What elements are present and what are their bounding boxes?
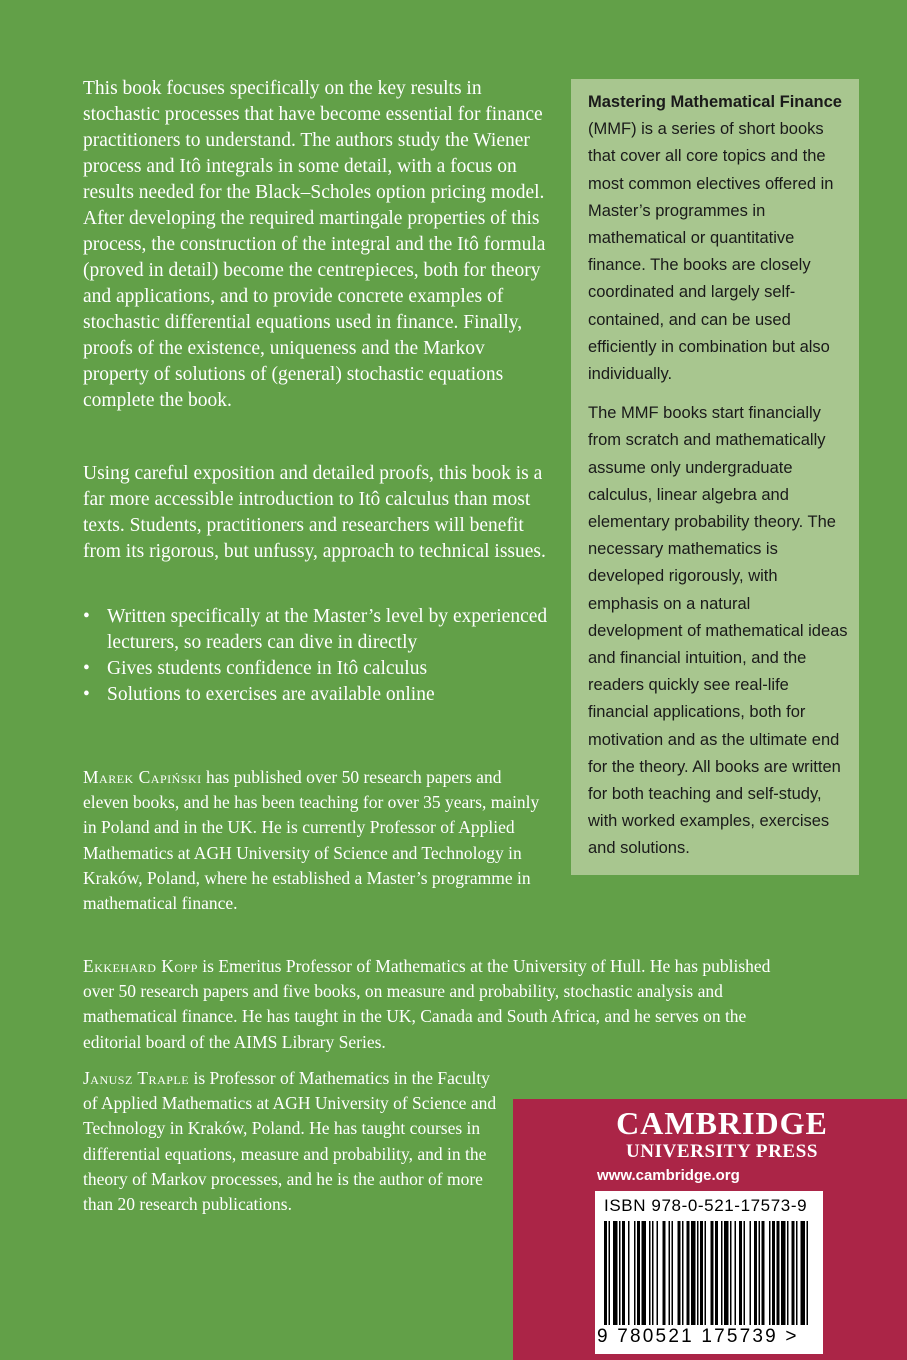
barcode-bar: [691, 1221, 696, 1325]
author-bio-capinski: [83, 765, 543, 916]
isbn-label: ISBN 978-0-521-17573-9: [604, 1196, 808, 1215]
barcode-bar: [649, 1221, 651, 1325]
barcode-bar: [663, 1221, 666, 1325]
feature-bullet: [83, 604, 553, 656]
barcode-bar: [678, 1221, 681, 1325]
series-name: Mastering Mathematical Finance: [588, 93, 842, 111]
barcode-bar: [622, 1221, 625, 1325]
barcode-bar: [682, 1221, 684, 1325]
publisher-website: www.cambridge.org: [597, 1167, 740, 1184]
barcode-bar: [628, 1221, 630, 1325]
publisher-block: [513, 1099, 907, 1360]
barcode-bar: [796, 1221, 798, 1325]
barcode-bar: [613, 1221, 618, 1325]
barcode-bar: [604, 1221, 607, 1325]
barcode-bar: [759, 1221, 761, 1325]
barcode-bar: [787, 1221, 789, 1325]
barcode-bar: [634, 1221, 636, 1325]
barcode-bar: [724, 1221, 729, 1325]
barcode-bar: [715, 1221, 718, 1325]
author-bio-text: is Professor of Mathematics in the Faculty of Applied Mathematics at AGH University of Science and Technology in Kraków, Poland. He has taught courses in differential equations, measure and probability, and in the theory of Markov processes, and he is the author of more than 20 research publications.: [83, 1068, 497, 1215]
barcode-bar: [769, 1221, 771, 1325]
barcode-bar: [687, 1221, 690, 1325]
barcode-bar: [777, 1221, 780, 1325]
feature-bullet: [83, 682, 553, 708]
bullet-icon: •: [83, 684, 90, 705]
author-bio-kopp: [83, 954, 803, 1055]
series-paragraph-1-text: (MMF) is a series of short books that cover all core topics and the most common electives offered in Master’s programmes in mathematical or quantitative finance. The books are closely coordinated and largely self-contained, and can be used efficiently in combination but also individually.: [588, 120, 834, 384]
barcode-bar: [669, 1221, 671, 1325]
barcode-bar: [619, 1221, 621, 1325]
publisher-name: CAMBRIDGE: [616, 1105, 828, 1141]
barcode-panel: [595, 1191, 823, 1354]
feature-bullet-text: Gives students confidence in Itô calculus: [107, 658, 428, 679]
barcode-bar: [700, 1221, 703, 1325]
feature-bullet: [83, 656, 553, 682]
barcode-bar: [750, 1221, 752, 1325]
barcode-bar: [711, 1221, 714, 1325]
barcode-bar: [792, 1221, 795, 1325]
barcode-bar: [721, 1221, 723, 1325]
barcode-bar: [739, 1221, 742, 1325]
publisher-subtitle: UNIVERSITY PRESS: [625, 1141, 819, 1162]
barcode-bar: [705, 1221, 707, 1325]
description-paragraph-1: This book focuses specifically on the key results in stochastic processes that have become essential for finance practitioners to understand. The authors study the Wiener process and Itô integrals in some detail, with a focus on results needed for the Black–Scholes option pricing model. After developing the required martingale properties of this process, the construction of the integral and the Itô formula (proved in detail) become the centrepieces, both for theory and applications, and to provide concrete examples of stochastic differential equations used in finance. Finally, proofs of the existence, uniqueness and the Markov property of solutions of (general) stochastic equations complete the book.: [83, 78, 546, 411]
barcode-bar: [807, 1221, 809, 1325]
feature-bullet-text: Written specifically at the Master’s level by experienced lecturers, so readers can dive in directly: [107, 606, 548, 653]
barcode-digits: 9 780521 175739 >: [597, 1326, 799, 1347]
barcode-bar: [772, 1221, 775, 1325]
barcode-bar: [697, 1221, 699, 1325]
barcode-bar: [652, 1221, 654, 1325]
author-bio-traple: [83, 1066, 503, 1217]
author-name: Ekkehard Kopp: [83, 956, 198, 976]
series-info-box: [571, 79, 859, 875]
feature-bullet-list: [83, 604, 553, 708]
barcode-bar: [672, 1221, 674, 1325]
barcode-bar: [754, 1221, 757, 1325]
bullet-icon: •: [83, 606, 90, 627]
feature-bullet-text: Solutions to exercises are available online: [107, 684, 435, 705]
barcode-bar: [642, 1221, 647, 1325]
author-bio-text: has published over 50 research papers and eleven books, and he has been teaching for over 35 years, mainly in Poland and in the UK. He is currently Professor of Applied Mathematics at AGH University of Science and Technology in Kraków, Poland, where he established a Master’s programme in mathematical finance.: [83, 767, 540, 914]
author-bio-text: is Emeritus Professor of Mathematics at the University of Hull. He has published over 50 research papers and five books, on measure and probability, stochastic analysis and mathematical finance. He has taught in the UK, Canada and South Africa, and he serves on the editorial board of the AIMS Library Series.: [83, 956, 771, 1052]
series-paragraph-2: The MMF books start financially from scratch and mathematically assume only undergraduate calculus, linear algebra and elementary probability theory. The necessary mathematics is developed rigorously, with emphasis on a natural development of mathematical ideas and financial intuition, and the readers quickly see real-life financial applications, both for motivation and as the ultimate end for the theory. All books are written for both teaching and self-study, with worked examples, exercises and solutions.: [588, 404, 848, 858]
series-paragraph-1: [588, 89, 849, 388]
barcode-bar: [781, 1221, 786, 1325]
barcode-bar: [744, 1221, 746, 1325]
barcode-bar: [762, 1221, 765, 1325]
author-name: Janusz Traple: [83, 1068, 190, 1088]
barcode-bar: [637, 1221, 640, 1325]
barcode-bar: [801, 1221, 806, 1325]
barcode-bar: [657, 1221, 659, 1325]
author-name: Marek Capiński: [83, 767, 202, 787]
barcode-bar: [609, 1221, 611, 1325]
bullet-icon: •: [83, 658, 90, 679]
barcode-bar: [735, 1221, 737, 1325]
barcode-icon: [604, 1221, 814, 1327]
barcode-bar: [730, 1221, 732, 1325]
description-paragraph-2: Using careful exposition and detailed proofs, this book is a far more accessible introduction to Itô calculus than most texts. Students, practitioners and researchers will benefit from its rigorous, but unfussy, approach to technical issues.: [83, 463, 546, 562]
